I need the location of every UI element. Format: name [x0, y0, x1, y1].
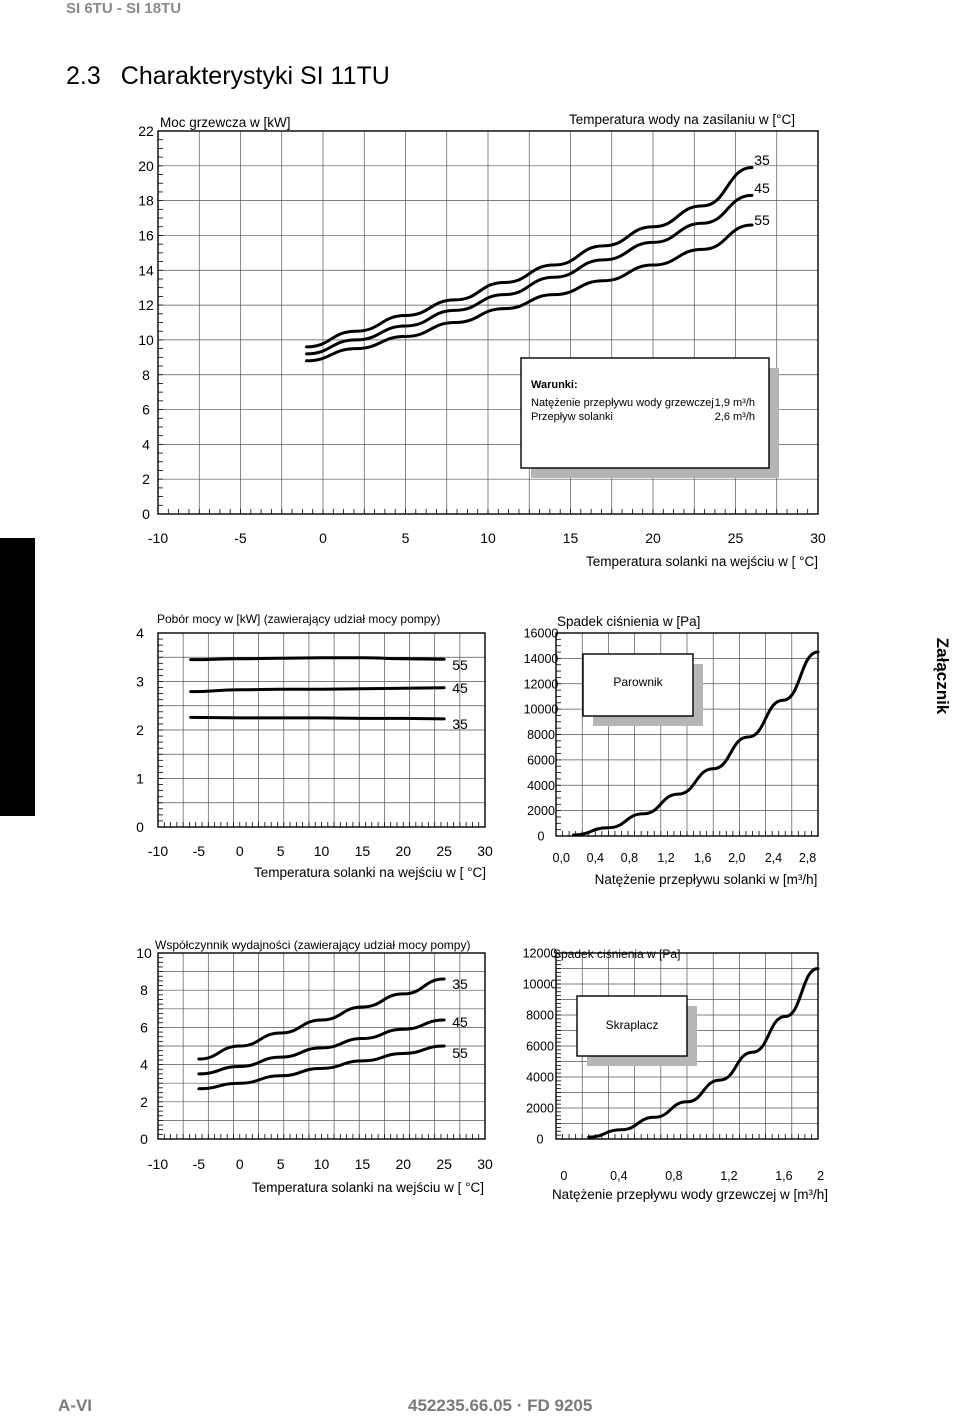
section-title-text: Charakterystyki SI 11TU [120, 62, 390, 90]
y-tick-label: 16000 [523, 626, 559, 641]
chart-title: Pobór mocy w [kW] (zawierający udział mocy pompy) [157, 612, 441, 626]
y-tick-label: 10 [138, 331, 154, 348]
y-tick-label: 4 [142, 436, 150, 453]
x-tick-label: 20 [645, 530, 661, 546]
series-label: 55 [754, 212, 770, 228]
series-label: 45 [754, 180, 770, 196]
x-tick-label: 10 [313, 843, 330, 859]
chart-title: Współczynnik wydajności (zawierający udział mocy pompy) [155, 938, 471, 952]
grid [158, 633, 485, 827]
y-tick-label: 10000 [523, 702, 559, 717]
series-line-35 [191, 717, 444, 718]
y-tick-label: 20 [138, 157, 154, 174]
y-tick-label: 4 [140, 1056, 148, 1073]
y-tick-label: 0 [142, 506, 150, 523]
x-tick-label: 10 [480, 530, 496, 546]
x-tick-label: 5 [276, 843, 285, 859]
series-label: 45 [452, 1014, 468, 1030]
x-tick-label: -10 [147, 1156, 169, 1172]
y-tick-label: 16 [138, 227, 154, 244]
chart-3 [524, 614, 818, 887]
y-tick-labels [138, 123, 154, 522]
chart-title: Spadek ciśnienia w [Pa] [557, 614, 701, 629]
x-tick-labels [148, 530, 826, 546]
x-tick-label: 30 [477, 843, 493, 859]
x-tick-label: 0,4 [610, 1169, 628, 1183]
x-tick-label: 0 [235, 843, 244, 859]
x-tick-label: 10 [313, 1156, 330, 1172]
y-tick-label: 4000 [526, 1070, 554, 1085]
y-tick-label: 12 [138, 297, 154, 314]
y-tick-label: 6 [142, 401, 150, 418]
y-tick-label: 14000 [523, 651, 559, 666]
chart-2 [136, 612, 493, 880]
document-header: SI 6TU - SI 18TU [66, 0, 182, 17]
y-tick-label: 18 [138, 192, 154, 209]
y-tick-label: 6 [140, 1019, 148, 1036]
x-axis-label: Natężenie przepływu solanki w [m³/h] [594, 872, 818, 887]
x-tick-label: 20 [395, 843, 412, 859]
y-tick-labels [136, 945, 152, 1147]
y-tick-label: 8000 [527, 728, 555, 742]
series-line-55 [191, 658, 444, 660]
x-tick-label: 20 [395, 1156, 412, 1172]
x-tick-label: 1,2 [657, 851, 675, 865]
y-tick-label: 0 [536, 1132, 544, 1147]
y-tick-label: 8 [140, 982, 148, 999]
y-tick-label: 12000 [522, 946, 558, 961]
y-tick-label: 0 [537, 829, 545, 844]
y-tick-label: 6000 [526, 1039, 554, 1054]
x-tick-label: 1,2 [720, 1169, 738, 1183]
x-tick-label: -5 [192, 843, 206, 859]
x-tick-labels [148, 1156, 493, 1172]
x-tick-label: 2,4 [764, 851, 783, 865]
x-tick-label: 2,0 [728, 851, 746, 865]
x-tick-label: -10 [147, 530, 169, 546]
y-tick-label: 2000 [526, 1101, 554, 1116]
series-line-45 [191, 688, 444, 692]
x-tick-label: -5 [192, 1156, 206, 1172]
x-axis-label: Temperatura solanki na wejściu w [ °C] [252, 1180, 484, 1195]
x-tick-label: 0,0 [552, 851, 570, 865]
x-axis-label: Natężenie przepływu wody grzewczej w [m³/h] [551, 1187, 829, 1202]
y-tick-label: 10 [136, 945, 152, 962]
x-tick-label: 2,8 [798, 851, 817, 865]
x-tick-label: -5 [234, 530, 247, 546]
x-tick-label: 30 [810, 530, 826, 546]
x-tick-label: -10 [147, 843, 169, 859]
x-tick-label: 25 [436, 1156, 452, 1172]
y-tick-label: 4 [136, 625, 144, 642]
series-label: 35 [452, 976, 468, 992]
x-tick-labels [560, 1169, 824, 1183]
y-tick-label: 8 [142, 366, 150, 383]
x-axis-label: Temperatura solanki na wejściu w [ °C] [586, 554, 818, 569]
y-tick-label: 6000 [527, 753, 555, 768]
y-tick-label: 4000 [527, 778, 555, 793]
footer-document-code: 452235.66.05 · FD 9205 [408, 1396, 593, 1415]
y-tick-label: 8000 [526, 1008, 554, 1023]
x-tick-label: 25 [727, 530, 744, 546]
x-tick-label: 15 [354, 843, 371, 859]
footer-page-number: A-VI [58, 1396, 92, 1415]
x-tick-label: 0,4 [586, 851, 604, 865]
x-tick-label: 5 [276, 1156, 285, 1172]
y-tick-labels [524, 627, 559, 844]
note-line1-label: Natężenie przepływu wody grzewczej [531, 397, 714, 409]
series-label: 55 [452, 1045, 468, 1061]
y-tick-label: 2 [142, 471, 150, 488]
minor-ticks [158, 639, 479, 827]
y-tick-label: 12000 [523, 677, 559, 692]
y-tick-label: 1 [136, 770, 144, 787]
chart-title: Spadek ciśnienia w [Pa] [553, 947, 681, 961]
y-tick-label: 0 [140, 1131, 148, 1148]
side-tab-label: Załącznik [933, 637, 952, 715]
series-label: 45 [452, 680, 468, 696]
x-tick-label: 0,8 [620, 851, 639, 865]
x-tick-label: 2 [817, 1169, 825, 1183]
x-tick-label: 25 [436, 843, 452, 859]
chart-title: Moc grzewcza w [kW] [160, 115, 291, 130]
x-tick-label: 0 [560, 1169, 568, 1183]
note-line2-label: Przepływ solanki [531, 411, 613, 423]
y-tick-label: 2 [140, 1093, 148, 1110]
x-tick-label: 30 [477, 1156, 493, 1172]
series-label: 55 [452, 657, 468, 673]
x-tick-label: 1,6 [694, 851, 712, 865]
x-tick-label: 1,6 [775, 1169, 793, 1183]
note-title: Warunki: [531, 379, 578, 391]
x-tick-label: 0 [235, 1156, 244, 1172]
x-tick-label: 0 [319, 530, 327, 546]
y-tick-label: 10000 [522, 977, 558, 992]
note-line1-value: 1,9 m³/h [714, 397, 755, 409]
x-tick-label: 0,8 [665, 1169, 683, 1183]
y-tick-label: 2000 [527, 804, 555, 819]
x-axis-label: Temperatura solanki na wejściu w [ °C] [254, 865, 486, 880]
legend-box-label: Skraplacz [605, 1018, 659, 1032]
x-tick-label: 5 [401, 530, 410, 546]
section-number: 2.3 [66, 62, 101, 90]
x-tick-label: 15 [354, 1156, 371, 1172]
chart-4 [136, 938, 493, 1195]
y-tick-labels [136, 625, 144, 835]
chart-5 [523, 947, 828, 1203]
x-tick-labels [148, 843, 493, 859]
legend-title: Temperatura wody na zasilaniu w [°C] [569, 112, 795, 127]
series-label: 35 [754, 152, 770, 168]
y-tick-labels [523, 947, 558, 1147]
legend-box-label: Parownik [613, 675, 663, 689]
x-tick-labels [553, 851, 817, 865]
y-tick-label: 0 [136, 819, 144, 836]
series-label: 35 [452, 716, 468, 732]
y-tick-label: 14 [138, 262, 154, 279]
y-tick-label: 3 [136, 673, 144, 690]
chart-1 [138, 112, 826, 569]
note-line2-value: 2,6 m³/h [714, 411, 755, 423]
y-tick-label: 2 [136, 722, 144, 739]
y-tick-label: 22 [138, 123, 154, 140]
x-tick-label: 15 [562, 530, 579, 546]
